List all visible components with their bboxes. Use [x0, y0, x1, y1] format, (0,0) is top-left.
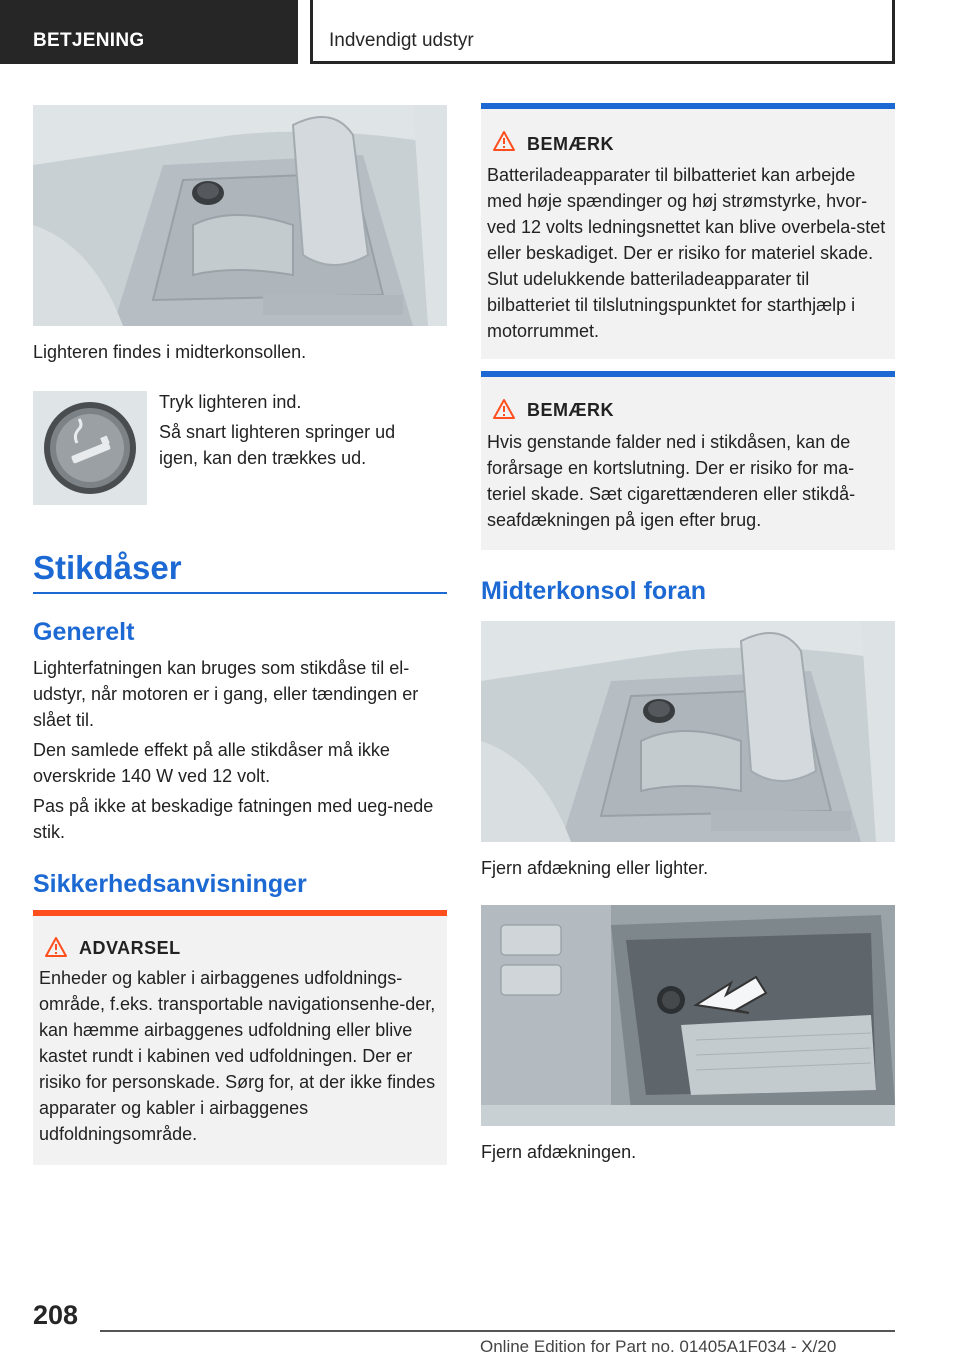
- heading-midterkonsol-foran: Midterkonsol foran: [481, 577, 707, 605]
- caption-remove-cover: Fjern afdækningen.: [481, 1142, 637, 1162]
- footer-rule: [100, 1330, 895, 1332]
- section-title-rule: [33, 592, 447, 594]
- console-socket-photo: [481, 905, 895, 1126]
- warning-title: ADVARSEL: [79, 938, 181, 958]
- paragraph-stik: Pas på ikke at beskadige fatningen med ueg-nede stik.: [33, 796, 434, 842]
- warning-bar: [33, 910, 447, 916]
- header-section-tab: [0, 0, 298, 64]
- warning-triangle-icon: [492, 398, 516, 420]
- header-chapter-label: Indvendigt udstyr: [329, 30, 474, 51]
- warning-box: [33, 910, 447, 1165]
- warning-triangle-icon: [44, 936, 68, 958]
- note-box-charger: [481, 103, 895, 359]
- warning-triangle-icon: [492, 130, 516, 152]
- caption-lighter-location: Lighteren findes i midterkonsollen.: [33, 342, 307, 362]
- header-section-label: BETJENING: [33, 30, 145, 51]
- paragraph-effekt: Den samlede effekt på alle stikdåser må ikke overskride 140 W ved 12 volt.: [33, 740, 390, 786]
- note-bar: [481, 103, 895, 109]
- paragraph-fatning: Lighterfatningen kan bruges som stikdåse til el-udstyr, når motoren er i gang, eller tændingen er slået til.: [33, 658, 419, 730]
- page-number: 208: [33, 1300, 79, 1330]
- heading-generelt: Generelt: [33, 618, 135, 646]
- lighter-step-push: Tryk lighteren ind.: [159, 392, 302, 412]
- lighter-button-photo: [33, 391, 147, 505]
- center-console-lighter-photo: [33, 105, 447, 326]
- note-title: BEMÆRK: [527, 134, 614, 154]
- caption-remove-cover-or-lighter: Fjern afdækning eller lighter.: [481, 858, 709, 878]
- note-box-shortcircuit: [481, 371, 895, 550]
- section-title-stikdaaser: Stikdåser: [33, 549, 182, 586]
- header-chapter-tab: [310, 0, 895, 64]
- note-body: Hvis genstande falder ned i stikdåsen, kan de forårsage en kortslutning. Der er risiko for ma-teriel skade. Sæt cigarettænderen eller stikdå-seafdækningen på igen efter brug.: [487, 432, 856, 530]
- lighter-step-remove: Så snart lighteren springer ud igen, kan den trækkes ud.: [159, 422, 396, 468]
- note-title: BEMÆRK: [527, 400, 614, 420]
- heading-sikkerhedsanvisninger: Sikkerhedsanvisninger: [33, 870, 307, 898]
- note-body: Batteriladeapparater til bilbatteriet kan arbejde med høje spændinger og høj strømstyrke, hvor-ved 12 volts ledningsnettet kan blive overbela-stet eller beskadiget. Der er risiko for materiel skade. Slut udelukkende batteriladeapparater til bilbatteriet til tilslutningspunktet for starthjælp i motorrummet.: [487, 165, 886, 341]
- warning-body: Enheder og kabler i airbaggenes udfoldnings-område, f.eks. transportable navigationsenhe-der, kan hæmme airbaggenes udfoldning eller blive kastet rundt i kabinen ved udfoldningen. Der er risiko for personskade. Sørg for, at der ikke findes apparater og kabler i airbaggenes udfoldningsområde.: [39, 968, 436, 1144]
- note-bar: [481, 371, 895, 377]
- footer-edition: Online Edition for Part no. 01405A1F034 - X/20: [480, 1337, 837, 1356]
- front-console-photo: [481, 621, 895, 842]
